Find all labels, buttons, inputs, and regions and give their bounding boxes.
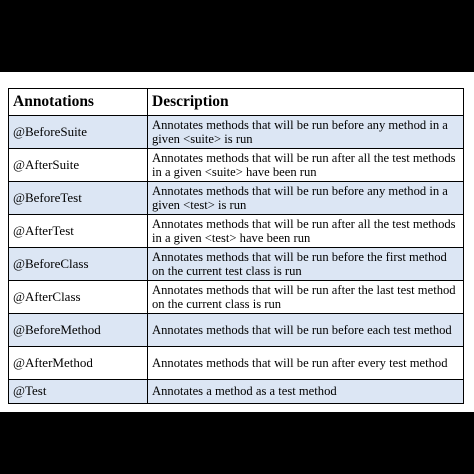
annotation-cell: @AfterSuite xyxy=(9,149,148,182)
annotation-cell: @BeforeSuite xyxy=(9,116,148,149)
annotation-cell: @BeforeTest xyxy=(9,182,148,215)
table-row xyxy=(9,314,464,347)
table-row xyxy=(9,281,464,314)
table-row xyxy=(9,248,464,281)
description-cell: Annotates methods that will be run before each test method xyxy=(148,314,464,347)
description-cell: Annotates methods that will be run after all the test methods in a given <suite> have been run xyxy=(148,149,464,182)
annotation-cell: @AfterTest xyxy=(9,215,148,248)
header-description: Description xyxy=(148,89,464,116)
annotation-cell: @Test xyxy=(9,380,148,404)
annotations-table xyxy=(8,88,464,404)
document-sheet xyxy=(0,72,474,412)
annotation-cell: @AfterClass xyxy=(9,281,148,314)
table-row xyxy=(9,116,464,149)
annotation-cell: @AfterMethod xyxy=(9,347,148,380)
description-cell: Annotates methods that will be run before the first method on the current test class is run xyxy=(148,248,464,281)
description-cell: Annotates methods that will be run before any method in a given <test> is run xyxy=(148,182,464,215)
annotation-cell: @BeforeMethod xyxy=(9,314,148,347)
table-row xyxy=(9,149,464,182)
table-row xyxy=(9,182,464,215)
description-cell: Annotates methods that will be run after all the test methods in a given <test> have been run xyxy=(148,215,464,248)
description-cell: Annotates methods that will be run before any method in a given <suite> is run xyxy=(148,116,464,149)
table-header-row xyxy=(9,89,464,116)
description-cell: Annotates methods that will be run after the last test method on the current class is run xyxy=(148,281,464,314)
table-row xyxy=(9,347,464,380)
header-annotations: Annotations xyxy=(9,89,148,116)
description-cell: Annotates methods that will be run after every test method xyxy=(148,347,464,380)
description-cell: Annotates a method as a test method xyxy=(148,380,464,404)
table-row xyxy=(9,380,464,404)
table-row xyxy=(9,215,464,248)
annotation-cell: @BeforeClass xyxy=(9,248,148,281)
